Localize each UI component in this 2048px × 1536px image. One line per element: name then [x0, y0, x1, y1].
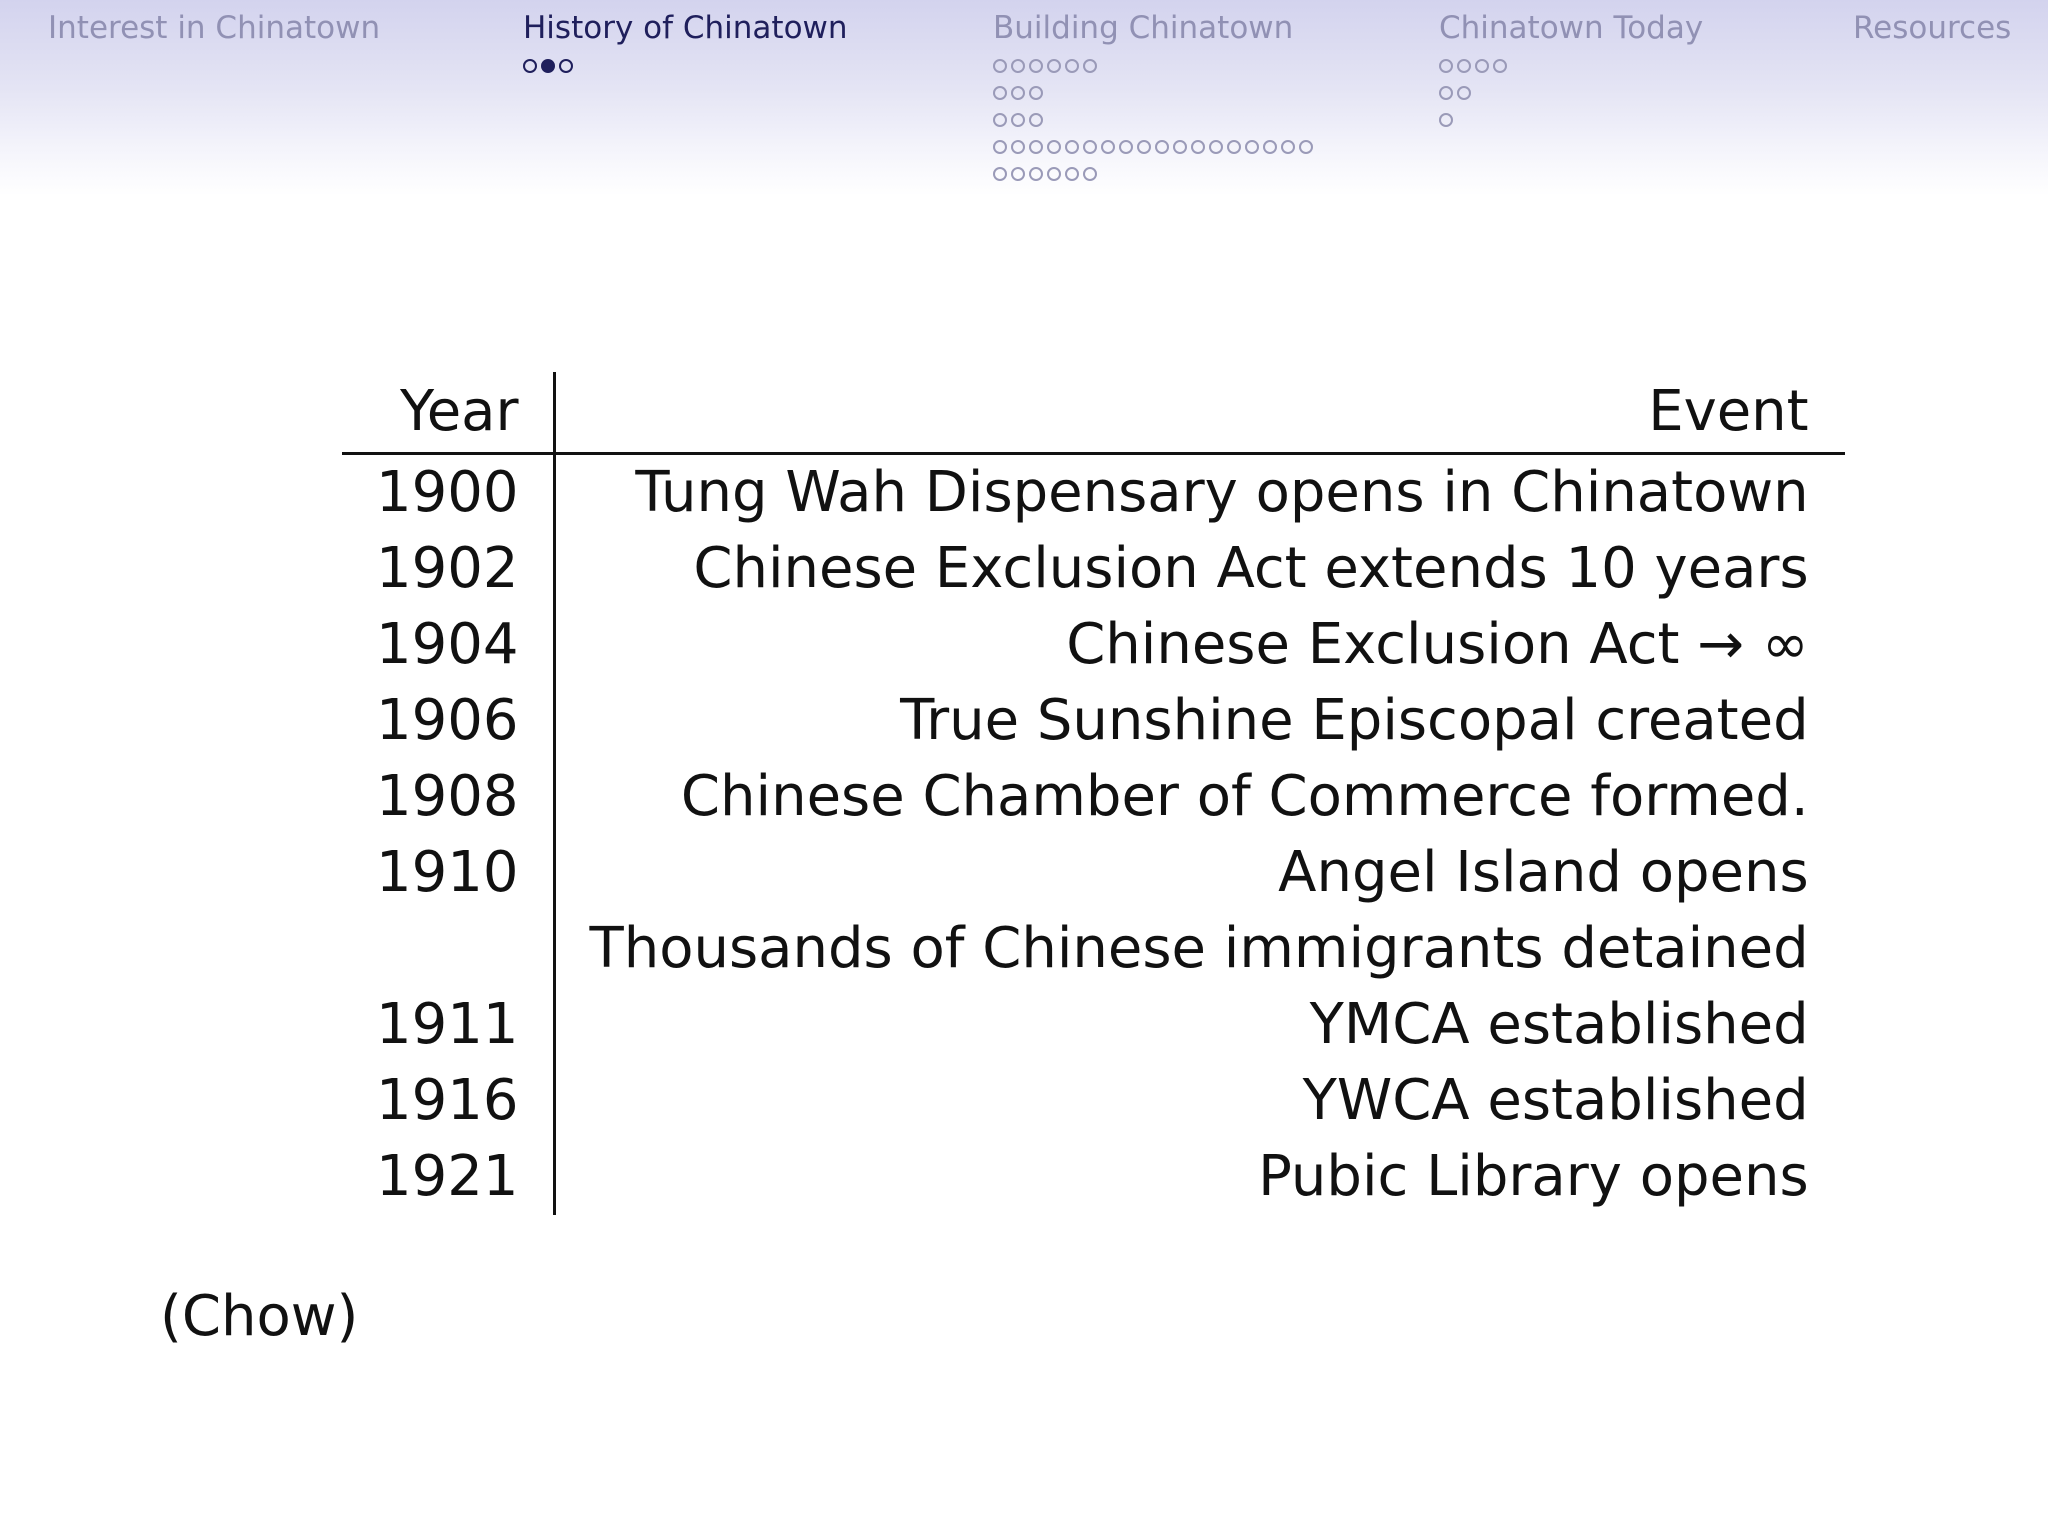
table-row — [342, 835, 1845, 911]
event-cell: Pubic Library opens — [1258, 1144, 1809, 1209]
year-cell: 1908 — [342, 759, 554, 835]
nav-dots — [993, 52, 1313, 187]
frame-dot-icon[interactable] — [993, 140, 1007, 154]
frame-dot-icon[interactable] — [1493, 59, 1507, 73]
frame-dot-icon[interactable] — [1119, 140, 1133, 154]
frame-dot-icon[interactable] — [1439, 113, 1453, 127]
nav-section-today — [1439, 8, 1703, 133]
event-cell: True Sunshine Episcopal created — [900, 688, 1809, 753]
frame-dot-icon[interactable] — [1299, 140, 1313, 154]
nav-dot-row — [1439, 79, 1703, 106]
frame-dot-icon[interactable] — [1047, 167, 1061, 181]
event-cell: YMCA established — [1309, 992, 1809, 1057]
frame-dot-icon[interactable] — [1047, 59, 1061, 73]
year-cell: 1900 — [342, 454, 554, 532]
frame-dot-icon[interactable] — [1439, 59, 1453, 73]
frame-dot-icon[interactable] — [559, 59, 573, 73]
frame-dot-icon[interactable] — [1029, 113, 1043, 127]
nav-dots — [1439, 52, 1703, 133]
frame-dot-icon[interactable] — [993, 59, 1007, 73]
frame-dot-icon[interactable] — [1173, 140, 1187, 154]
table-row — [342, 531, 1845, 607]
year-cell: 1904 — [342, 607, 554, 683]
frame-dot-icon[interactable] — [1029, 140, 1043, 154]
nav-section-title[interactable]: Chinatown Today — [1439, 10, 1704, 46]
frame-dot-icon[interactable] — [1029, 59, 1043, 73]
year-cell — [342, 911, 554, 987]
frame-dot-icon[interactable] — [1263, 140, 1277, 154]
frame-dot-icon[interactable] — [1439, 86, 1453, 100]
table-body — [342, 454, 1845, 1216]
nav-section-history — [523, 8, 848, 79]
frame-dot-icon[interactable] — [1065, 59, 1079, 73]
frame-dot-icon[interactable] — [523, 59, 537, 73]
frame-dot-icon[interactable] — [1457, 86, 1471, 100]
navigation-header — [0, 0, 2048, 196]
event-column-header: Event — [554, 372, 1845, 454]
current-frame-dot-icon[interactable] — [541, 59, 555, 73]
nav-dots — [523, 52, 848, 79]
table-row — [342, 987, 1845, 1063]
event-cell: Chinese Exclusion Act → ∞ — [1066, 612, 1809, 677]
frame-dot-icon[interactable] — [993, 113, 1007, 127]
frame-dot-icon[interactable] — [1101, 140, 1115, 154]
nav-dot-row — [993, 160, 1313, 187]
frame-dot-icon[interactable] — [1457, 59, 1471, 73]
frame-dot-icon[interactable] — [1011, 86, 1025, 100]
frame-dot-icon[interactable] — [993, 167, 1007, 181]
nav-dot-row — [993, 133, 1313, 160]
frame-dot-icon[interactable] — [1083, 140, 1097, 154]
frame-dot-icon[interactable] — [1209, 140, 1223, 154]
nav-section-title[interactable]: Interest in Chinatown — [48, 10, 381, 46]
table-row — [342, 683, 1845, 759]
table-row — [342, 607, 1845, 683]
frame-dot-icon[interactable] — [1245, 140, 1259, 154]
year-cell: 1921 — [342, 1139, 554, 1215]
table-row — [342, 911, 1845, 987]
frame-dot-icon[interactable] — [1281, 140, 1295, 154]
frame-dot-icon[interactable] — [1011, 140, 1025, 154]
frame-dot-icon[interactable] — [1475, 59, 1489, 73]
event-cell: Tung Wah Dispensary opens in Chinatown — [635, 460, 1809, 525]
year-cell: 1906 — [342, 683, 554, 759]
year-column-header: Year — [342, 372, 554, 454]
frame-dot-icon[interactable] — [1047, 140, 1061, 154]
nav-section-resources — [1853, 8, 2011, 52]
table-row — [342, 759, 1845, 835]
frame-dot-icon[interactable] — [1029, 86, 1043, 100]
year-cell: 1910 — [342, 835, 554, 911]
nav-dot-row — [993, 106, 1313, 133]
frame-dot-icon[interactable] — [1155, 140, 1169, 154]
nav-dot-row — [1439, 52, 1703, 79]
frame-dot-icon[interactable] — [1227, 140, 1241, 154]
frame-dot-icon[interactable] — [1191, 140, 1205, 154]
year-cell: 1902 — [342, 531, 554, 607]
table-row — [342, 454, 1845, 532]
event-cell: YWCA established — [1302, 1068, 1809, 1133]
frame-dot-icon[interactable] — [1137, 140, 1151, 154]
frame-dot-icon[interactable] — [1065, 140, 1079, 154]
citation-text: (Chow) — [160, 1284, 359, 1349]
nav-dot-row — [993, 52, 1313, 79]
nav-section-title[interactable]: Building Chinatown — [993, 10, 1294, 46]
year-cell: 1916 — [342, 1063, 554, 1139]
frame-dot-icon[interactable] — [1011, 167, 1025, 181]
event-cell: Chinese Chamber of Commerce formed. — [680, 764, 1809, 829]
year-cell: 1911 — [342, 987, 554, 1063]
event-cell: Chinese Exclusion Act extends 10 years — [693, 536, 1809, 601]
frame-dot-icon[interactable] — [1011, 113, 1025, 127]
nav-dot-row — [993, 79, 1313, 106]
timeline-table — [342, 372, 1845, 1215]
frame-dot-icon[interactable] — [993, 86, 1007, 100]
nav-section-interest — [48, 8, 380, 52]
nav-dot-row — [1439, 106, 1703, 133]
nav-section-building — [993, 8, 1313, 187]
frame-dot-icon[interactable] — [1083, 167, 1097, 181]
frame-dot-icon[interactable] — [1065, 167, 1079, 181]
frame-dot-icon[interactable] — [1029, 167, 1043, 181]
frame-dot-icon[interactable] — [1011, 59, 1025, 73]
frame-dot-icon[interactable] — [1083, 59, 1097, 73]
nav-dot-row — [523, 52, 848, 79]
event-cell: Angel Island opens — [1278, 840, 1809, 905]
table-row — [342, 1139, 1845, 1215]
nav-section-title[interactable]: History of Chinatown — [523, 10, 848, 46]
table-header-row — [342, 372, 1845, 454]
event-cell: Thousands of Chinese immigrants detained — [589, 916, 1809, 981]
table-row — [342, 1063, 1845, 1139]
nav-section-title[interactable]: Resources — [1853, 10, 2012, 46]
